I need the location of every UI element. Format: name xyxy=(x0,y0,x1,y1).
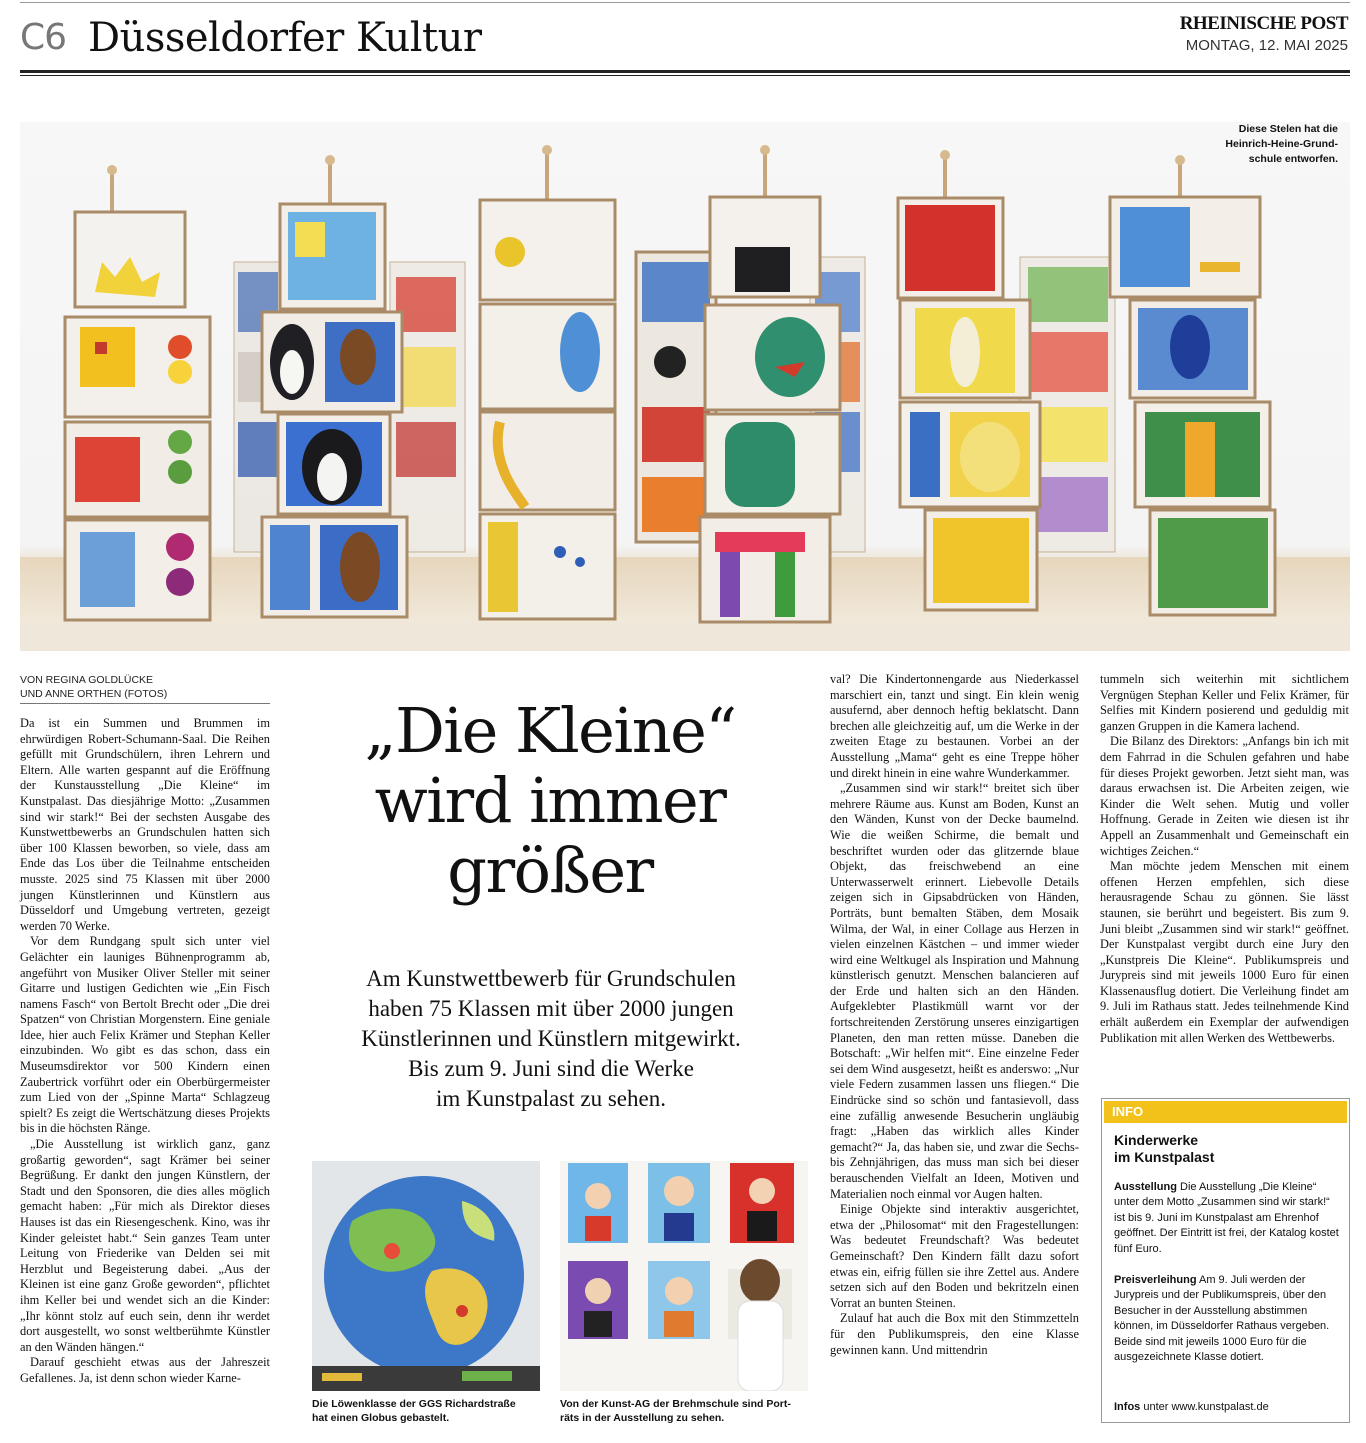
info-label: Infos xyxy=(1114,1401,1141,1413)
caption-line: Die Löwenklasse der GGS Richardstraße xyxy=(312,1398,516,1410)
paragraph: val? Die Kindertonnengarde aus Niederkassel marschiert ein, tanzt und singt. Ein klein wenig ausufernd, aber dennoch heftig beklatscht. Dann brechen alle gleichzeitig auf, um die Werke in der zweiten Etage zu bestaunen. Vorbei an der Ausstellung „Mama“ geht es eine Treppe höher und direkt hinein in eine wahre Wunderkammer. xyxy=(830,672,1079,780)
headline-line: „Die Kleine“ xyxy=(364,694,736,767)
paragraph: Zulauf hat auch die Box mit den Stimmzetteln für den Publikumspreis, den eine Klasse gewinnen kann. Und mittendrin xyxy=(830,1311,1079,1357)
top-rule xyxy=(20,2,1350,3)
info-label: Preisverleihung xyxy=(1114,1274,1197,1286)
hero-caption-line: Diese Stelen hat die xyxy=(1238,123,1338,135)
paragraph: Vor dem Rundgang spult sich unter viel Gelächter ein launiges Bühnenprogramm ab, angeführt von Musiker Oliver Steller mit seiner Gitarre und lustigen Gedichten wie „Ein Fisch namens Fasch“ von Bertolt Brecht oder „Die drei Spatzen“ von Christian Morgenstern. Eine geniale Idee, hier auch Felix Krämer und Stephan Keller einzubinden. Wo gibt es das schon, dass ein Museumsdirektor vor 500 Kindern einen Zaubertrick vorführt oder ein Oberbürgermeister zum Lied von der „Spinne Marta“ Schlagzeug spielt? Es zeigt die Wertschätzung dieses Projekts bis in die höchsten Ränge. xyxy=(20,934,270,1136)
paragraph: „Zusammen sind wir stark!“ breitet sich über mehrere Räume aus. Kunst am Boden, Kunst an den Wänden, Kunst von der Decke baumelnd. Wie die weißen Schirme, die bemalt und beschriftet wurden oder das glitzernde blaue Objekt, das freischwebend an eine Unterwasserwelt erinnert. Liebevolle Details zeigen sich in Gipsabdrücken von Händen, Porträts, bunt bemalten Stäben, dem Mosaik Wilma, der Wal, in einer Collage aus Herzen in vielen einzelnen Kästchen – und immer wieder wird eine Weltkugel als Inspiration und Mahnung künstlerisch genutzt. Menschen balancieren auf der Erde und halten sich an den Händen. Aufgeklebter Plastikmüll warnt vor der fortschreitenden Zerstörung unseres einzigartigen Planeten, den man retten müsse. Daneben die Botschaft: „Wir helfen mit“. Eine einzelne Feder sei dem Wind ausgesetzt, heißt es anderswo: „Nur viele Federn zusammen lassen uns fliegen.“ Die Eindrücke sind so schön und fantasievoll, dass eine zufällig anwesende Besucherin ungläubig fragt: „Haben das wirklich alles Kinder gemacht?“ Ja, das haben sie, und zwar die Sechs- bis Zehnjährigen, das muss man sich bei dieser berauschenden Vielfalt an Ideen, Motiven und Materialien noch einmal vor Augen halten. xyxy=(830,781,1079,1201)
info-heading xyxy=(1114,1132,1339,1166)
globe-photo xyxy=(312,1161,540,1391)
info-tag: INFO xyxy=(1104,1101,1347,1123)
info-heading-line: im Kunstpalast xyxy=(1114,1149,1215,1165)
globe-illustration xyxy=(312,1161,540,1391)
info-box xyxy=(1101,1098,1350,1423)
byline-author: VON REGINA GOLDLÜCKE xyxy=(20,674,154,686)
article-column-3 xyxy=(830,672,1079,1358)
paragraph: Darauf geschieht etwas aus der Jahreszeit Gefallenes. Ja, ist denn schon wieder Karne- xyxy=(20,1355,270,1385)
header-rule-thick xyxy=(20,70,1350,73)
byline-photographer: UND ANNE ORTHEN (FOTOS) xyxy=(20,688,168,700)
hero-caption-line: schule entworfen. xyxy=(1248,153,1338,165)
paragraph: Einige Objekte sind interaktiv ausgerichtet, etwa der „Philosomat“ mit den Fragestellungen: Was bedeutet Freundschaft? Was bedeutet Gemeinschaft? Den Kindern fällt dazu sofort etwas ein, eifrig füllen sie ihre Zettel aus. Andere setzen sich auf den Boden und bekritzeln einen Vorrat an bunten Steinen. xyxy=(830,1202,1079,1310)
portraits-illustration xyxy=(560,1161,808,1391)
caption-line: hat einen Globus gebastelt. xyxy=(312,1412,450,1424)
globe-caption xyxy=(312,1397,552,1425)
headline-line: größer xyxy=(447,834,653,907)
stele-2 xyxy=(262,155,407,617)
masthead: RHEINISCHE POST xyxy=(1179,13,1348,34)
info-text: Am 9. Juli werden der Jurypreis und der Publikumspreis, über den Besucher in der Ausstellung abstimmen können, im Düsseldorfer Rathaus vergeben. Beide sind mit jeweils 1000 Euro für die ausgezeichnete Klasse dotiert. xyxy=(1114,1274,1330,1364)
stele-5 xyxy=(700,145,840,622)
subhead-line: im Kunstpalast zu sehen. xyxy=(436,1086,666,1111)
paragraph: Die Bilanz des Direktors: „Anfangs bin ich mit dem Fahrrad in die Schulen gefahren und habe für dieses Projekt geworben. Jetzt sieht man, was daraus erwachsen ist. Die Arbeiten zeigen, wie Kinder die Welt sehen. Mutig und voller Hoffnung. Gerade in Zeiten wie diesen ist ihr Appell an Zusammenhalt und Gemeinschaft ein wichtiges Zeichen.“ xyxy=(1100,734,1349,858)
subhead-line: haben 75 Klassen mit über 2000 jungen xyxy=(368,996,734,1021)
paragraph: Man möchte jedem Menschen mit einem offenen Herzen empfehlen, sich diese herausragende Schau zu gönnen. Sie lässt staunen, sie berührt und begeistert. Bis zum 9. Juni bleibt „Zusammen sind wir stark!“ geöffnet. Der Kunstpalast vergibt durch eine Jury den „Kunstpreis Die Kleine“. Publikumspreis und Jurypreis sind mit jeweils 1000 Euro für einen Klassenausflug dotiert. Die Verleihung findet am 9. Juli im Rathaus statt. Jedes teilnehmende Kind erhält außerdem ein Exemplar der aufwendigen Publikation mit allen Werken des Wettbewerbs. xyxy=(1100,859,1349,1045)
article-column-4 xyxy=(1100,672,1349,1046)
info-label: Ausstellung xyxy=(1114,1181,1177,1193)
paragraph: Da ist ein Summen und Brummen im ehrwürdigen Robert-Schumann-Saal. Die Reihen gefüllt mit Grundschülern, ihren Lehrern und Eltern. Alle warten gespannt auf die Eröffnung der Kunstausstellung „Die Kleine“ im Kunstpalast. Das diesjährige Motto: „Zusammen sind wir stark!“ Bei der sechsten Ausgabe des Kunstwettbewerbs an Grundschulen hatten sich über 100 Klassen beworben, so viele, dass am Ende das Los über die Teilnahme entscheiden musste. 2025 sind 75 Klassen mit über 2000 jungen Künstlerinnen und Künstlern aus Düsseldorf und Umgebung vertreten, gezeigt werden 70 Werke. xyxy=(20,716,270,933)
date: MONTAG, 12. MAI 2025 xyxy=(1185,37,1348,54)
portraits-photo xyxy=(560,1161,808,1391)
stele-3 xyxy=(480,145,615,619)
info-link[interactable]: unter www.kunstpalast.de xyxy=(1140,1401,1269,1413)
info-awards xyxy=(1114,1273,1342,1365)
info-heading-line: Kinderwerke xyxy=(1114,1132,1199,1148)
hero-photo xyxy=(20,122,1350,651)
portraits-caption xyxy=(560,1397,820,1425)
info-exhibition xyxy=(1114,1180,1342,1257)
section-title: Düsseldorfer Kultur xyxy=(88,15,482,61)
stele-7 xyxy=(1110,155,1275,615)
headline-line: wird immer xyxy=(374,764,726,837)
caption-line: räts in der Ausstellung zu sehen. xyxy=(560,1412,725,1424)
subhead-line: Am Kunstwettbewerb für Grundschulen xyxy=(366,966,736,991)
article-column-1 xyxy=(20,716,270,1387)
byline xyxy=(20,673,167,701)
info-links xyxy=(1114,1400,1342,1415)
stelen-illustration xyxy=(20,122,1350,651)
subheadline xyxy=(296,964,806,1114)
headline xyxy=(290,696,810,906)
header-rule-thin xyxy=(20,75,1350,76)
paragraph: „Die Ausstellung ist wirklich ganz, ganz großartig geworden“, sagt Krämer bei seiner Begrüßung. Er dankt den jungen Künstlern, der Stadt und den Sponsoren, die dies alles möglich gemacht haben: „Für mich als Direktor dieses Hauses ist das ein Riesengeschenk. Kino, was ihr Kinder geleistet habt.“ Sein ganzes Team unter Leitung von Friederike van Delden sei mit Herzblut und Begeisterung dabei. „Aus der Kleinen ist eine ganz Große geworden“, pflichtet ihm Keller bei und wendet sich an die Kinder: „Ihr könnt stolz auf euch sein, denn ihr werdet dort ausgestellt, wo sonst weltberühmte Künstler an den Wänden hängen.“ xyxy=(20,1137,270,1354)
byline-rule xyxy=(20,703,270,704)
hero-caption xyxy=(1225,122,1338,167)
page-number: C6 xyxy=(20,17,67,58)
subhead-line: Künstlerinnen und Künstlern mitgewirkt. xyxy=(361,1026,741,1051)
caption-line: Von der Kunst-AG der Brehmschule sind Port- xyxy=(560,1398,791,1410)
hero-caption-line: Heinrich-Heine-Grund- xyxy=(1225,138,1338,150)
info-text: Die Ausstellung „Die Kleine“ unter dem Motto „Zusammen sind wir stark!“ ist bis 9. Juni im Kunstpalast am Ehrenhof geöffnet. Der Eintritt ist frei, der Katalog kostet fünf Euro. xyxy=(1114,1181,1339,1255)
subhead-line: Bis zum 9. Juni sind die Werke xyxy=(408,1056,694,1081)
stele-6 xyxy=(898,150,1040,610)
paragraph: tummeln sich weiterhin mit sichtlichem Vergnügen Stephan Keller und Felix Krämer, für Selfies mit Kindern posierend und geduldig mit ganzen Gruppen in die Kamera lachend. xyxy=(1100,672,1349,733)
stele-1 xyxy=(65,165,210,620)
